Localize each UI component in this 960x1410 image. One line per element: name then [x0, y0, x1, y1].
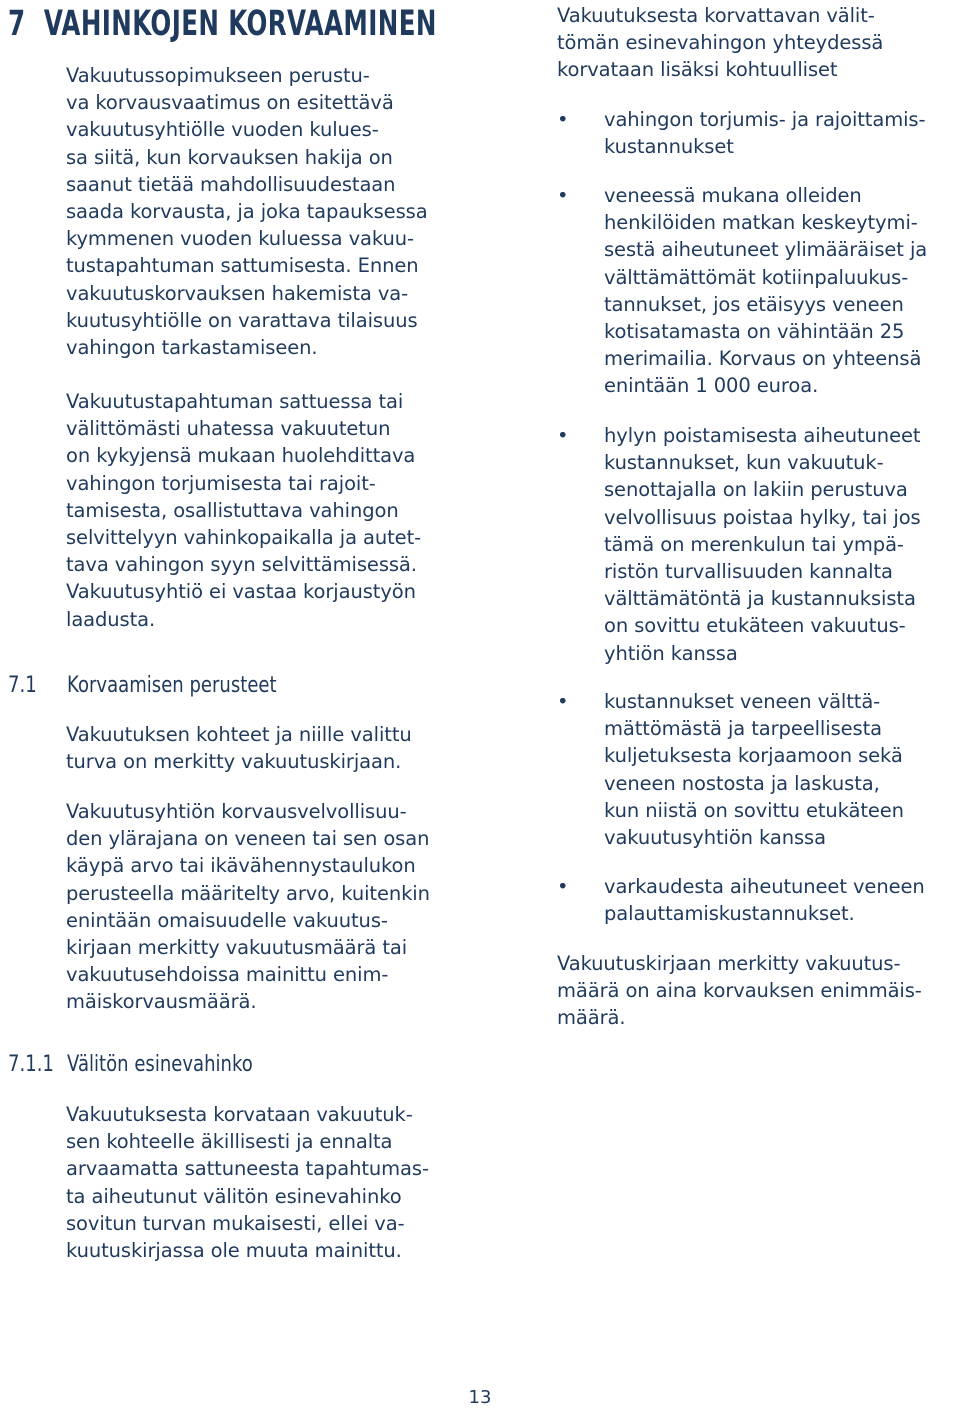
text-line: kustannukset	[604, 135, 734, 159]
text-line: kustannukset veneen välttä-	[604, 690, 881, 713]
text-line: Vakuutuksesta korvataan vakuutuk-	[66, 1103, 413, 1126]
text-line: merimailia. Korvaus on yhteensä	[604, 347, 922, 371]
text-line: varkaudesta aiheutuneet veneen	[604, 875, 925, 898]
text-line: Vakuutusyhtiön korvausvelvollisuu-	[66, 800, 407, 823]
text-line: tämä on merenkulun tai ympä-	[604, 532, 904, 556]
text-line: tustapahtuman sattumisesta. Ennen	[66, 254, 419, 278]
text-line: kuljetuksesta korjaamoon sekä	[604, 744, 903, 768]
text-line: velvollisuus poistaa hylky, tai jos	[604, 505, 921, 529]
text-line: vahingon tarkastamiseen.	[66, 336, 318, 360]
text-line: ta aiheutunut välitön esinevahinko	[66, 1184, 402, 1208]
text-line: Vakuutusyhtiö ei vastaa korjaustyön	[66, 580, 416, 604]
text-line: vakuutusyhtiön kanssa	[604, 826, 826, 850]
text-line: sen kohteelle äkillisesti ja ennalta	[66, 1130, 393, 1154]
text-line: den ylärajana on veneen tai sen osan	[66, 827, 430, 851]
text-line: välittömästi uhatessa vakuutetun	[66, 417, 391, 441]
text-line: on kykyjensä mukaan huolehdittava	[66, 444, 416, 468]
bullet-icon: •	[557, 424, 569, 447]
paragraph-maximum-amount	[557, 950, 957, 1032]
paragraph-direct-damage	[66, 1101, 476, 1264]
chapter-number: 7	[8, 4, 26, 44]
text-line: välttämätöntä ja kustannuksista	[604, 587, 916, 611]
text-line: tömän esinevahingon yhteydessä	[557, 31, 884, 55]
text-line: henkilöiden matkan keskeytymi-	[604, 211, 918, 235]
text-line: Vakuutussopimukseen perustu-	[66, 64, 370, 87]
paragraph-claim-deadline	[66, 62, 476, 361]
text-line: määrä.	[557, 1006, 626, 1030]
bullet-icon: •	[557, 108, 569, 131]
bullet-icon: •	[557, 875, 569, 898]
chapter-title: VAHINKOJEN KORVAAMINEN	[43, 4, 437, 44]
text-line: laadusta.	[66, 607, 156, 631]
text-line: va korvausvaatimus on esitettävä	[66, 91, 394, 115]
text-line: välttämättömät kotiinpaluukus-	[604, 265, 909, 289]
text-line: kotisatamasta on vähintään 25	[604, 320, 905, 344]
text-line: veneessä mukana olleiden	[604, 184, 862, 207]
text-line: tava vahingon syyn selvittämisessä.	[66, 553, 417, 577]
section-number: 7.1.1	[8, 1052, 54, 1077]
section-heading-7-1	[8, 671, 277, 701]
text-line: yhtiön kanssa	[604, 641, 738, 665]
text-line: hylyn poistamisesta aiheutuneet	[604, 424, 921, 447]
text-line: korvataan lisäksi kohtuulliset	[557, 58, 838, 82]
text-line: saada korvausta, ja joka tapauksessa	[66, 200, 428, 224]
text-line: ristön turvallisuuden kannalta	[604, 560, 893, 584]
text-line: Vakuutuskirjaan merkitty vakuutus-	[557, 952, 901, 975]
text-line: palauttamiskustannukset.	[604, 902, 855, 926]
paragraph-damage-prevention	[66, 388, 476, 633]
text-line: vakuutusyhtiölle vuoden kulues-	[66, 118, 379, 142]
text-line: enintään omaisuudelle vakuutus-	[66, 908, 388, 932]
text-line: on sovittu etukäteen vakuutus-	[604, 614, 906, 638]
text-line: kun niistä on sovittu etukäteen	[604, 798, 904, 822]
text-line: vakuutusehdoissa mainittu enim-	[66, 963, 389, 987]
paragraph-additional-compensation	[557, 2, 957, 84]
text-line: kirjaan merkitty vakuutusmäärä tai	[66, 936, 408, 960]
bullet-icon: •	[557, 690, 569, 713]
paragraph-liability-limit	[66, 798, 476, 1016]
text-line: kustannukset, kun vakuutuk-	[604, 451, 884, 475]
text-line: mäiskorvausmäärä.	[66, 990, 257, 1014]
text-line: selvittelyyn vahinkopaikalla ja autet-	[66, 526, 422, 550]
text-line: veneen nostosta ja laskusta,	[604, 771, 880, 795]
text-line: enintään 1 000 euroa.	[604, 374, 819, 398]
text-line: sestä aiheutuneet ylimääräiset ja	[604, 238, 928, 262]
text-line: kuutusyhtiölle on varattava tilaisuus	[66, 308, 418, 332]
text-line: kuutuskirjassa ole muuta mainittu.	[66, 1239, 402, 1263]
text-line: perusteella määritelty arvo, kuitenkin	[66, 881, 430, 905]
section-number: 7.1	[8, 673, 37, 698]
text-line: vakuutuskorvauksen hakemista va-	[66, 281, 409, 305]
text-line: vahingon torjumisesta tai rajoit-	[66, 471, 376, 495]
text-line: tamisesta, osallistuttava vahingon	[66, 498, 399, 522]
text-line: määrä on aina korvauksen enimmäis-	[557, 979, 922, 1003]
text-line: arvaamatta sattuneesta tapahtumas-	[66, 1157, 429, 1181]
chapter-heading	[8, 0, 437, 48]
bullet-icon: •	[557, 184, 569, 207]
text-line: Vakuutustapahtuman sattuessa tai	[66, 390, 404, 413]
paragraph-insured-objects	[66, 721, 476, 775]
text-line: Vakuutuksen kohteet ja niille valittu	[66, 723, 412, 746]
section-heading-7-1-1	[8, 1050, 253, 1080]
text-line: käypä arvo tai ikävähennystaulukon	[66, 854, 416, 878]
text-line: sa siitä, kun korvauksen hakija on	[66, 145, 393, 169]
text-line: tannukset, jos etäisyys veneen	[604, 292, 904, 316]
section-title: Korvaamisen perusteet	[67, 673, 277, 698]
page-number: 13	[468, 1387, 492, 1408]
text-line: sovitun turvan mukaisesti, ellei va-	[66, 1211, 405, 1235]
section-title: Välitön esinevahinko	[67, 1052, 253, 1077]
text-line: vahingon torjumis- ja rajoittamis-	[604, 108, 926, 131]
text-line: mättömästä ja tarpeellisesta	[604, 717, 882, 741]
text-line: kymmenen vuoden kuluessa vakuu-	[66, 227, 414, 251]
text-line: senottajalla on lakiin perustuva	[604, 478, 908, 502]
text-line: saanut tietää mahdollisuudestaan	[66, 172, 396, 196]
text-line: Vakuutuksesta korvattavan välit-	[557, 4, 875, 27]
text-line: turva on merkitty vakuutuskirjaan.	[66, 750, 402, 774]
